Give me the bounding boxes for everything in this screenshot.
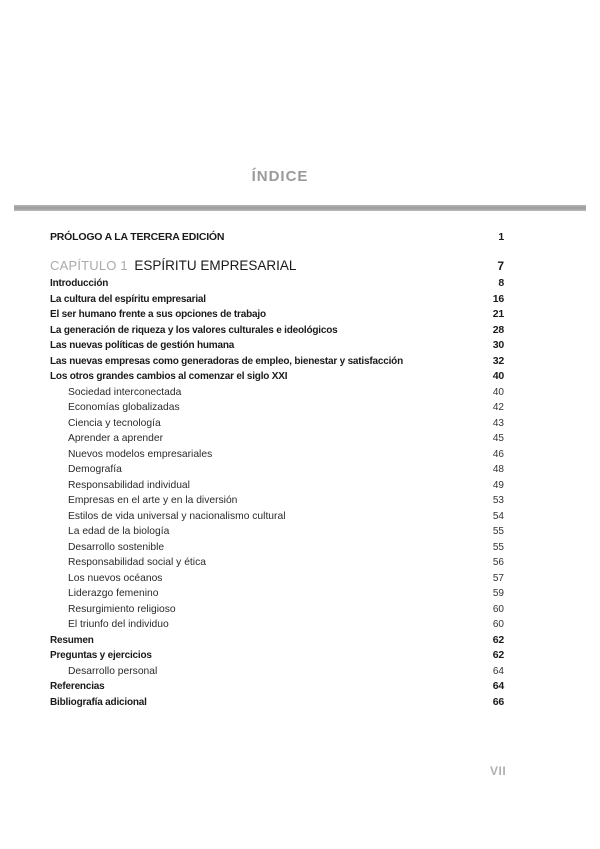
toc-entry-label: El triunfo del individuo — [68, 619, 169, 630]
toc-list — [50, 276, 504, 710]
toc-section-row — [50, 695, 504, 711]
toc-entry-label: La edad de la biología — [68, 526, 170, 537]
toc-subsection-row — [50, 524, 504, 540]
toc-entry-page: 55 — [492, 526, 504, 537]
toc-entry-page: 46 — [492, 448, 504, 460]
chapter-heading — [50, 257, 296, 275]
toc-entry-label: Estilos de vida universal y nacionalismo cultural — [68, 510, 286, 522]
toc-entry-label: Las nuevas empresas como generadoras de empleo, bienestar y satisfacción — [50, 355, 403, 367]
toc-entry-label: El ser humano frente a sus opciones de trabajo — [50, 309, 266, 320]
toc-entry-page: 55 — [492, 541, 504, 553]
toc-subsection-row — [50, 664, 504, 680]
toc-subsection-row — [50, 493, 504, 509]
toc-entry-page: 16 — [492, 292, 504, 305]
toc-subsection-row — [50, 447, 504, 463]
toc-entry-label: Los otros grandes cambios al comenzar el siglo XXI — [50, 371, 288, 382]
toc-entry-label: Sociedad interconectada — [68, 386, 182, 398]
toc-entry-label: Nuevos modelos empresariales — [68, 448, 213, 460]
toc-entry-label: Ciencia y tecnología — [68, 417, 161, 429]
toc-entry-label: Referencias — [50, 681, 105, 692]
prologue-label: PRÓLOGO A LA TERCERA EDICIÓN — [50, 231, 225, 243]
toc-entry-page: 59 — [492, 588, 504, 599]
page-folio: VII — [490, 764, 507, 778]
toc-entry-page: 8 — [498, 277, 504, 289]
toc-entry-label: La cultura del espíritu empresarial — [50, 293, 206, 305]
toc-prologue-row — [50, 229, 504, 245]
toc-entry-label: Las nuevas políticas de gestión humana — [50, 340, 235, 351]
toc-entry-label: Los nuevos océanos — [68, 572, 163, 584]
toc-entry-label: Liderazgo femenino — [68, 588, 159, 599]
toc-entry-page: 40 — [492, 370, 504, 382]
toc-subsection-row — [50, 400, 504, 416]
toc-entry-page: 53 — [492, 495, 504, 506]
chapter-title: ESPÍRITU EMPRESARIAL — [134, 258, 297, 273]
toc-section-row — [50, 307, 504, 323]
toc-subsection-row — [50, 571, 504, 587]
toc-subsection-row — [50, 509, 504, 525]
toc-section-row — [50, 648, 504, 664]
toc-section-row — [50, 338, 504, 354]
toc-subsection-row — [50, 462, 504, 478]
toc-subsection-row — [50, 555, 504, 571]
toc-entry-page: 49 — [492, 479, 504, 491]
toc-entry-label: Introducción — [50, 278, 109, 289]
toc-entry-page: 60 — [492, 603, 504, 615]
toc-section-row — [50, 276, 504, 292]
toc-entry-page: 64 — [492, 680, 504, 692]
page-title: ÍNDICE — [251, 168, 309, 185]
toc-section-row — [50, 679, 504, 695]
toc-entry-label: Resumen — [50, 634, 94, 646]
toc-entry-page: 62 — [492, 649, 504, 661]
toc-subsection-row — [50, 478, 504, 494]
chapter-label: CAPÍTULO 1 — [50, 258, 128, 273]
toc-section-row — [50, 323, 504, 339]
toc-subsection-row — [50, 431, 504, 447]
toc-entry-label: Bibliografía adicional — [50, 696, 147, 708]
toc-entry-page: 43 — [492, 417, 504, 429]
toc-entry-page: 48 — [492, 464, 504, 475]
toc-entry-label: Desarrollo sostenible — [68, 541, 165, 553]
toc-entry-page: 60 — [492, 619, 504, 630]
toc-entry-label: Empresas en el arte y en la diversión — [68, 495, 238, 506]
toc-entry-label: La generación de riqueza y los valores culturales e ideológicos — [50, 324, 338, 336]
header-rule — [14, 205, 586, 211]
toc-entry-page: 45 — [492, 433, 504, 444]
toc-subsection-row — [50, 385, 504, 401]
toc-entry-label: Resurgimiento religioso — [68, 603, 176, 615]
toc-entry-page: 64 — [492, 665, 504, 677]
toc-entry-page: 66 — [492, 695, 504, 708]
toc-entry-page: 62 — [492, 633, 504, 646]
toc-entry-label: Responsabilidad individual — [68, 479, 190, 491]
toc-entry-page: 42 — [492, 402, 504, 413]
toc-section-row — [50, 369, 504, 385]
toc-entry-label: Responsabilidad social y ética — [68, 557, 206, 568]
toc-entry-page: 57 — [492, 572, 504, 584]
toc-entry-page: 54 — [492, 510, 504, 522]
toc-entry-page: 56 — [492, 557, 504, 568]
toc-entry-page: 40 — [492, 386, 504, 398]
toc-entry-page: 32 — [492, 354, 504, 367]
toc-subsection-row — [50, 540, 504, 556]
toc-subsection-row — [50, 416, 504, 432]
toc-subsection-row — [50, 602, 504, 618]
toc-chapter-row — [50, 256, 504, 276]
toc-section-row — [50, 633, 504, 649]
toc-entry-label: Economías globalizadas — [68, 402, 180, 413]
toc-subsection-row — [50, 617, 504, 633]
toc-entry-page: 28 — [492, 323, 504, 336]
toc-entry-label: Demografía — [68, 464, 122, 475]
toc-section-row — [50, 292, 504, 308]
chapter-page: 7 — [497, 259, 504, 273]
toc-entry-label: Preguntas y ejercicios — [50, 650, 152, 661]
toc-subsection-row — [50, 586, 504, 602]
toc-entry-page: 21 — [492, 308, 504, 320]
toc-entry-label: Aprender a aprender — [68, 433, 164, 444]
prologue-page: 1 — [498, 231, 504, 243]
toc-section-row — [50, 354, 504, 370]
toc-entry-label: Desarrollo personal — [68, 665, 158, 677]
toc-entry-page: 30 — [492, 339, 504, 351]
